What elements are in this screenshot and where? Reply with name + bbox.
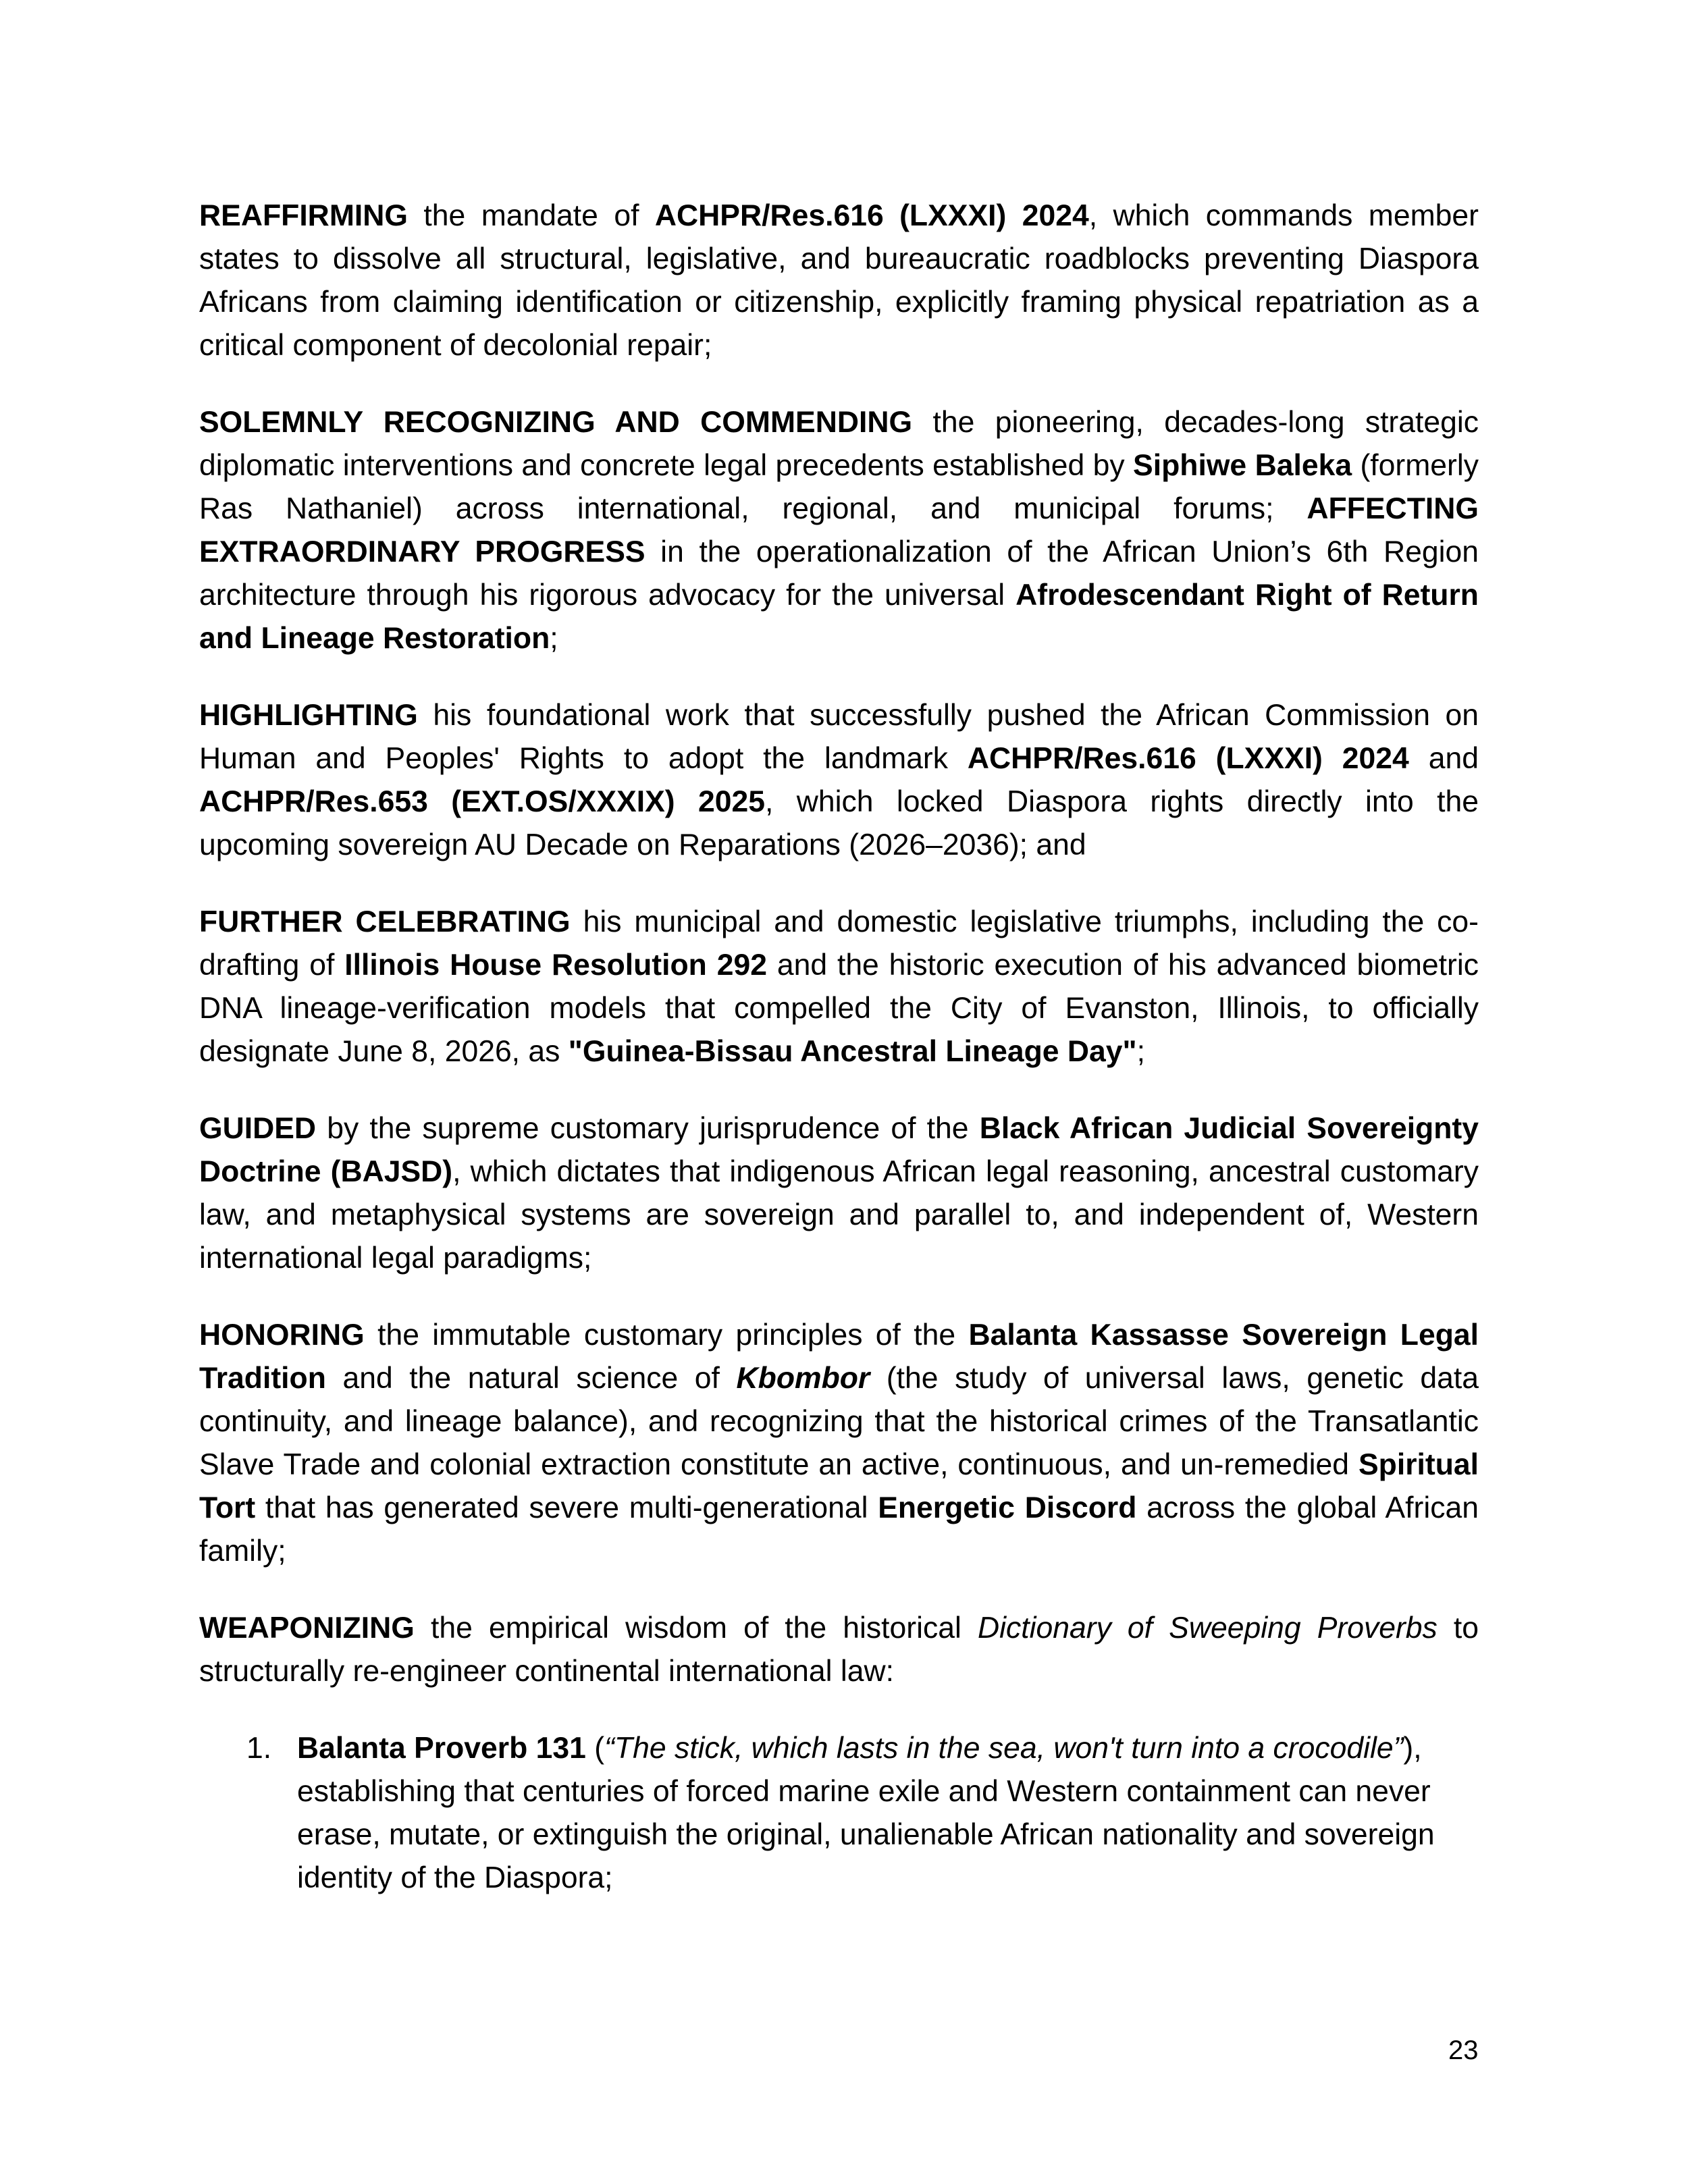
bold-text: Illinois House Resolution 292 bbox=[344, 949, 767, 982]
bold-text: GUIDED bbox=[199, 1112, 317, 1145]
text-run: his municipal and domestic legislative triumphs, including the co-drafting of bbox=[199, 905, 1479, 982]
bold-text: HIGHLIGHTING bbox=[199, 699, 418, 732]
text-run: , which commands member states to dissolve all structural, legislative, and bureaucratic roadblocks preventing Diaspora Africans from claiming identification or citizenship, explicitly framing physical repatriation as a critical component of decolonial repair; bbox=[199, 199, 1479, 362]
bold-text: Afrodescendant Right of Return and Lineage Restoration bbox=[199, 579, 1479, 655]
paragraph-guided bbox=[199, 1107, 1479, 1280]
bold-text: WEAPONIZING bbox=[199, 1612, 415, 1645]
bold-text: Kbombor bbox=[736, 1362, 870, 1395]
numbered-list bbox=[199, 1727, 1479, 1900]
paragraph-highlighting bbox=[199, 694, 1479, 867]
italic-text: “The stick, which lasts in the sea, won't turn into a crocodile” bbox=[604, 1732, 1404, 1765]
paragraph-honoring bbox=[199, 1314, 1479, 1573]
bold-text: Black African Judicial Sovereignty Doctrine (BAJSD) bbox=[199, 1112, 1479, 1188]
text-run: the immutable customary principles of the bbox=[364, 1319, 969, 1352]
text-run: ; bbox=[550, 622, 558, 655]
bold-text: REAFFIRMING bbox=[199, 199, 408, 232]
bold-text: AFFECTING EXTRAORDINARY PROGRESS bbox=[199, 492, 1479, 568]
text-run: that has generated severe multi-generational bbox=[255, 1491, 878, 1524]
italic-text: Dictionary of Sweeping Proverbs bbox=[977, 1612, 1438, 1645]
bold-text: Energetic Discord bbox=[878, 1491, 1137, 1524]
text-run: to structurally re-engineer continental international law: bbox=[199, 1612, 1479, 1688]
bold-text: "Guinea-Bissau Ancestral Lineage Day" bbox=[568, 1035, 1137, 1068]
bold-text: HONORING bbox=[199, 1319, 365, 1352]
text-run: across the global African family; bbox=[199, 1491, 1479, 1568]
text-run: by the supreme customary jurisprudence of the bbox=[316, 1112, 980, 1145]
text-run: (the study of universal laws, genetic data continuity, and lineage balance), and recognizing that the historical crimes of the Transatlantic Slave Trade and colonial extraction constitute an active, continuous, and un-remedied bbox=[199, 1362, 1479, 1481]
bold-text: SOLEMNLY RECOGNIZING AND COMMENDING bbox=[199, 406, 913, 439]
paragraph-solemnly-recognizing bbox=[199, 401, 1479, 660]
text-run: the mandate of bbox=[408, 199, 655, 232]
text-run: the empirical wisdom of the historical bbox=[414, 1612, 978, 1645]
bold-text: Balanta Kassasse Sovereign Legal Tradition bbox=[199, 1319, 1479, 1395]
bold-text: Siphiwe Baleka bbox=[1133, 449, 1352, 482]
bold-text: ACHPR/Res.616 (LXXXI) 2024 bbox=[967, 742, 1409, 775]
page-number: 23 bbox=[1448, 2035, 1479, 2065]
text-run: and the historic execution of his advanced biometric DNA lineage-verification models that compelled the City of Evanston, Illinois, to officially designate June 8, 2026, as bbox=[199, 949, 1479, 1068]
text-run: and the natural science of bbox=[325, 1362, 737, 1395]
bold-text: FURTHER CELEBRATING bbox=[199, 905, 571, 938]
text-run: ), establishing that centuries of forced marine exile and Western containment can never erase, mutate, or extinguish the original, unalienable African nationality and sovereign identity of the Diaspora; bbox=[297, 1732, 1435, 1894]
bold-text: ACHPR/Res.616 (LXXXI) 2024 bbox=[654, 199, 1089, 232]
bold-text: Spiritual Tort bbox=[199, 1448, 1479, 1524]
body-paragraphs bbox=[199, 194, 1479, 1693]
text-run: and bbox=[1408, 742, 1479, 775]
bold-text: ACHPR/Res.653 (EXT.OS/XXXIX) 2025 bbox=[199, 785, 765, 818]
text-run: his foundational work that successfully pushed the African Commission on Human and Peoples' Rights to adopt the landmark bbox=[199, 699, 1479, 775]
text-run: ( bbox=[585, 1732, 605, 1765]
text-run: , which dictates that indigenous African legal reasoning, ancestral customary law, and metaphysical systems are sovereign and parallel to, and independent of, Western international legal paradigms; bbox=[199, 1155, 1479, 1275]
text-run: ; bbox=[1136, 1035, 1145, 1068]
text-run: in the operationalization of the African Union’s 6th Region architecture through his rigorous advocacy for the universal bbox=[199, 535, 1479, 612]
paragraph-further-celebrating bbox=[199, 901, 1479, 1073]
paragraph-weaponizing bbox=[199, 1607, 1479, 1693]
document-page bbox=[199, 194, 1479, 1900]
list-number: 1. bbox=[246, 1732, 272, 1765]
text-run: , which locked Diaspora rights directly into the upcoming sovereign AU Decade on Reparations (2026–2036); and bbox=[199, 785, 1479, 861]
list-item-balanta-proverb-131 bbox=[199, 1727, 1458, 1900]
bold-text: Balanta Proverb 131 bbox=[297, 1732, 586, 1765]
text-run: the pioneering, decades-long strategic diplomatic interventions and concrete legal precedents established by bbox=[199, 406, 1479, 482]
text-run: (formerly Ras Nathaniel) across international, regional, and municipal forums; bbox=[199, 449, 1479, 525]
paragraph-reaffirming bbox=[199, 194, 1479, 367]
